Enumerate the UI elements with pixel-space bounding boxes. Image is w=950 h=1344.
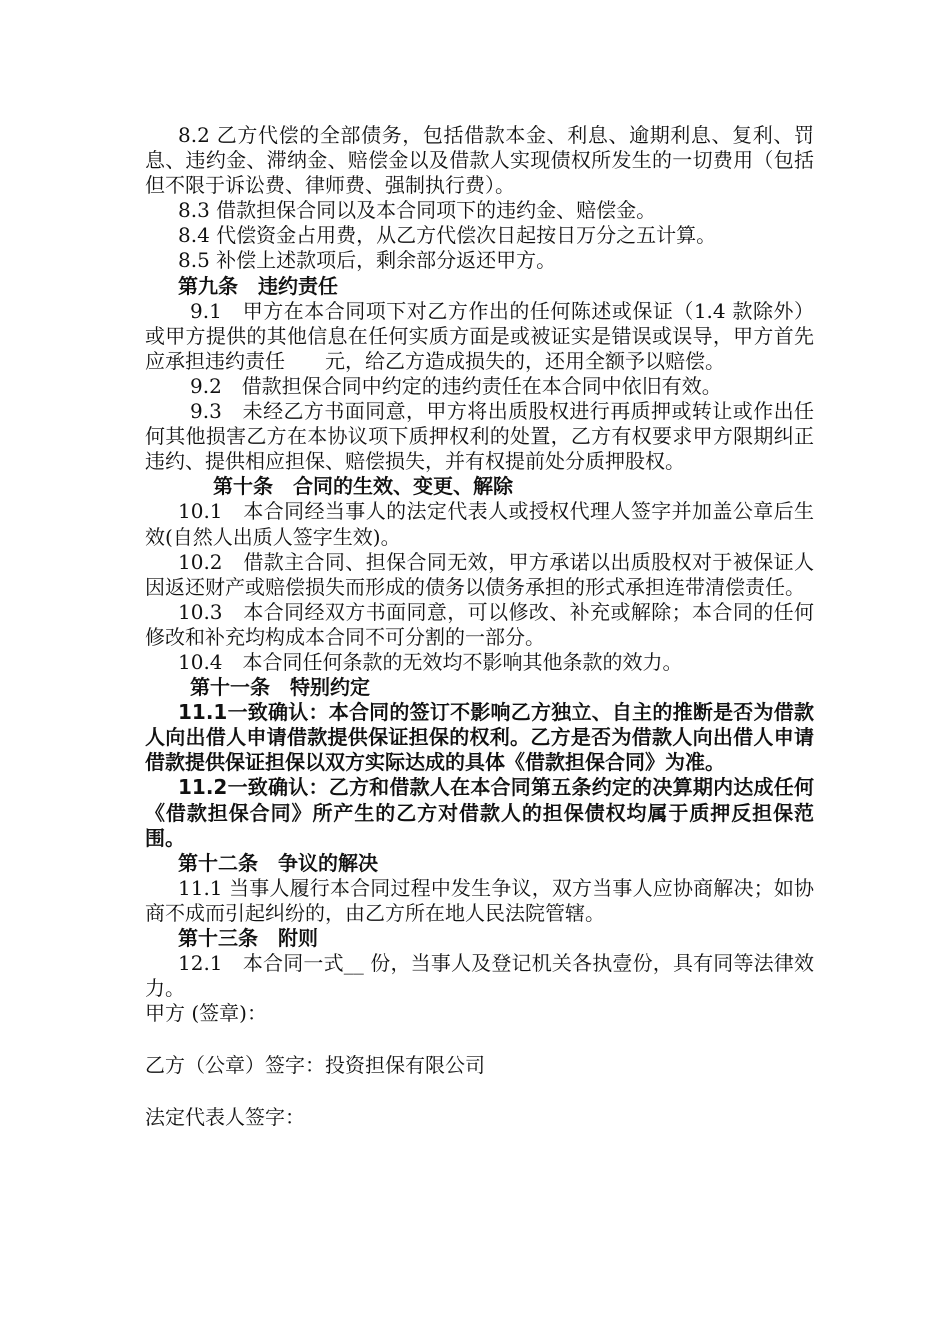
clause-10-2: 10.2 借款主合同、担保合同无效，甲方承诺以出质股权对于被保证人因返还财产或赔偿损失而形成的债务以债务承担的形式承担连带清偿责任。	[145, 549, 814, 599]
clause-13-heading: 第十三条 附则	[178, 926, 318, 950]
clause-8-5: 8.5 补偿上述款项后，剩余部分返还甲方。	[178, 248, 557, 273]
clause-11-2: 11.2一致确认：乙方和借款人在本合同第五条约定的决算期内达成任何《借款担保合同》所产生的乙方对借款人的担保债权均属于质押反担保范围。	[145, 775, 814, 850]
clause-8-4: 8.4 代偿资金占用费，从乙方代偿次日起按日万分之五计算。	[178, 223, 717, 248]
clause-10-heading: 第十条 合同的生效、变更、解除	[213, 474, 513, 499]
party-a-signature-line: 甲方 (签章)：	[145, 1001, 267, 1026]
clause-11-1: 11.1一致确认：本合同的签订不影响乙方独立、自主的推断是否为借款人向出借人申请借款提供保证担保的权利。乙方是否为借款人向出借人申请借款提供保证担保以双方实际达成的具体《借款担保合同》为准。	[145, 700, 814, 775]
clause-10-1: 10.1 本合同经当事人的法定代表人或授权代理人签字并加盖公章后生效(自然人出质人签字生效)。	[145, 499, 814, 549]
clause-11-heading: 第十一条 特别约定	[190, 675, 370, 700]
signature-spacer	[145, 1026, 814, 1053]
clause-9-3: 9.3 未经乙方书面同意，甲方将出质股权进行再质押或转让或作出任何其他损害乙方在本协议项下质押权利的处置，乙方有权要求甲方限期纠正违约、提供相应担保、赔偿损失，并有权提前处分质押股权。	[145, 399, 814, 474]
clause-8-2: 8.2 乙方代偿的全部债务，包括借款本金、利息、逾期利息、复利、罚息、违约金、滞纳金、赔偿金以及借款人实现债权所发生的一切费用（包括但不限于诉讼费、律师费、强制执行费）。	[145, 123, 814, 198]
clause-13-text: 12.1 本合同一式__ 份，当事人及登记机关各执壹份，具有同等法律效力。	[145, 951, 814, 1001]
legal-rep-signature-line: 法定代表人签字：	[145, 1105, 305, 1130]
party-b-signature-line: 乙方（公章）签字：投资担保有限公司	[145, 1053, 485, 1078]
clause-9-heading: 第九条 违约责任	[178, 273, 338, 298]
clause-10-4: 10.4 本合同任何条款的无效均不影响其他条款的效力。	[178, 649, 683, 674]
clause-9-1: 9.1 甲方在本合同项下对乙方作出的任何陈述或保证（1.4 款除外）或甲方提供的其他信息在任何实质方面是或被证实是错误或误导，甲方首先应承担违约责任 元，给乙方造成损失的，还用全额予以赔偿。	[145, 298, 814, 373]
clause-9-2: 9.2 借款担保合同中约定的违约责任在本合同中依旧有效。	[190, 373, 722, 398]
clause-8-3: 8.3 借款担保合同以及本合同项下的违约金、赔偿金。	[178, 198, 657, 223]
clause-10-3: 10.3 本合同经双方书面同意，可以修改、补充或解除；本合同的任何修改和补充均构成本合同不可分割的一部分。	[145, 599, 814, 649]
clause-12-text: 11.1 当事人履行本合同过程中发生争议，双方当事人应协商解决；如协商不成而引起纠纷的，由乙方所在地人民法院管辖。	[145, 875, 814, 925]
signature-spacer	[145, 1078, 814, 1105]
clause-12-heading: 第十二条 争议的解决	[178, 850, 378, 875]
